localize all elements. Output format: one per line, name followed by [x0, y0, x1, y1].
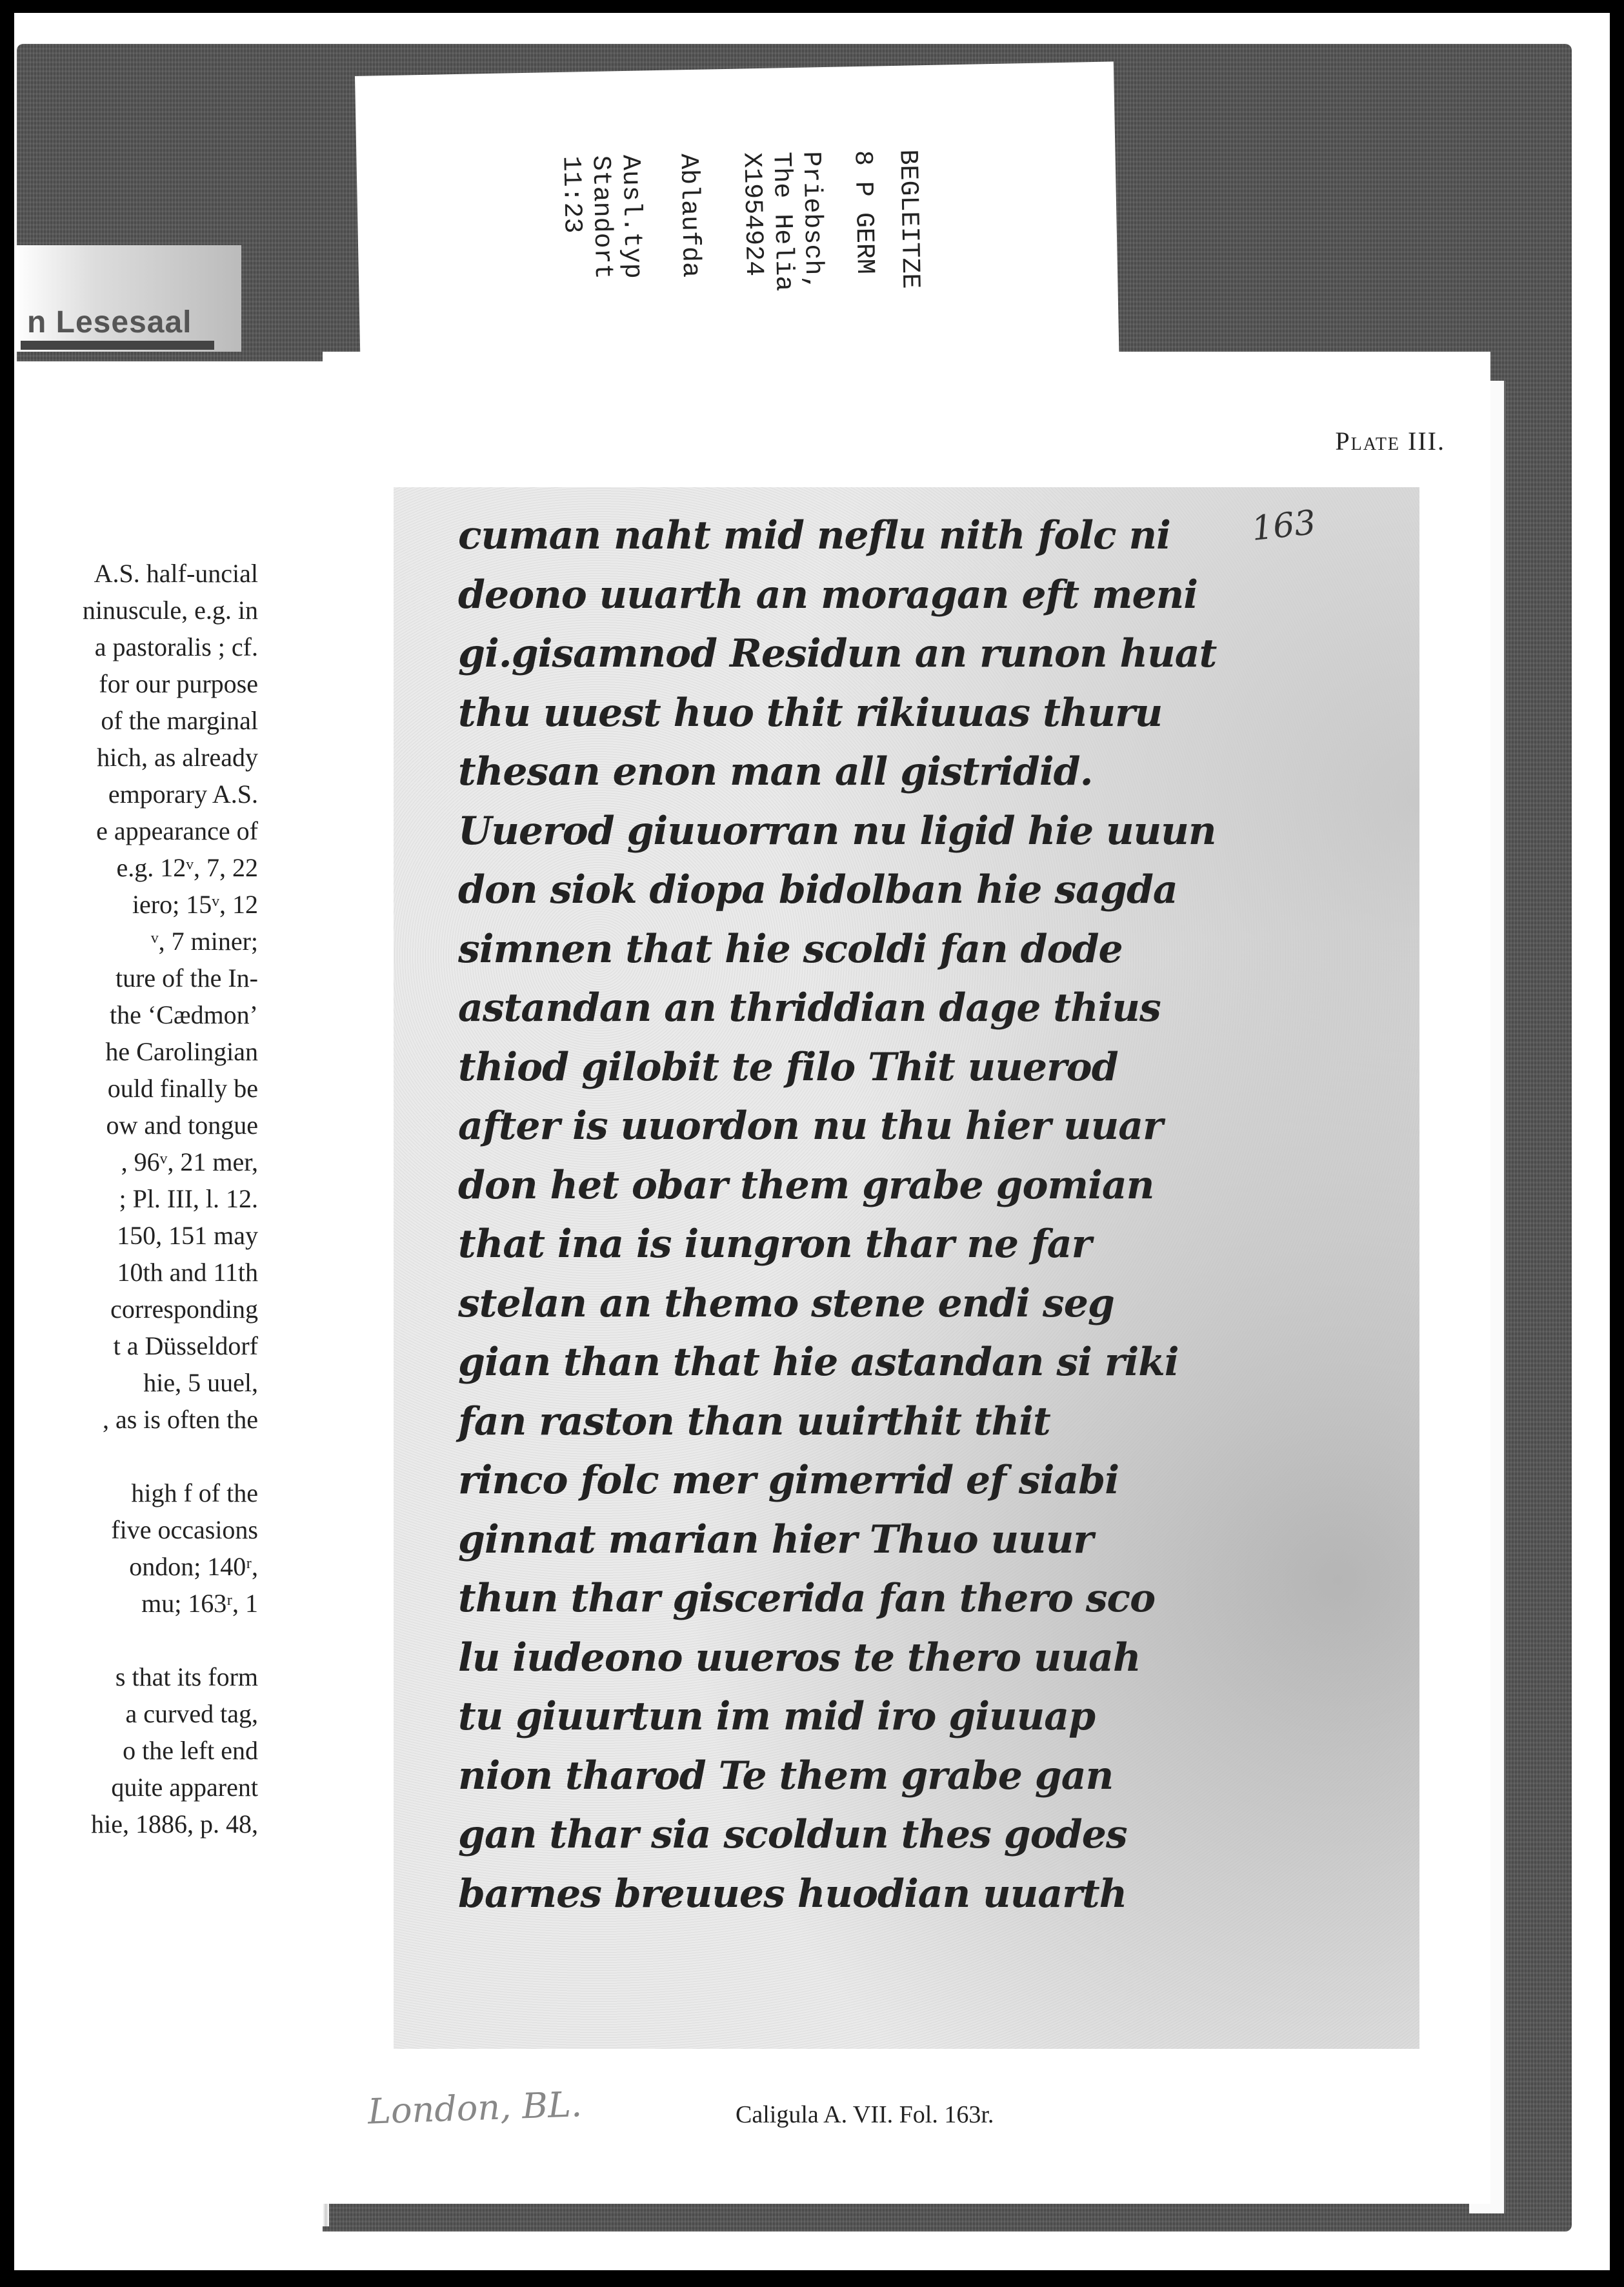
left-page-line: 10th and 11th	[117, 1258, 258, 1287]
left-page-line: high f of the	[131, 1478, 258, 1507]
reading-room-tab	[14, 245, 241, 352]
left-page-line: , as is often the	[102, 1405, 258, 1434]
manuscript-line: rinco folc mer gimerrid ef siabi	[458, 1458, 1119, 1503]
manuscript-line: cuman naht mid neflu nith folc ni	[458, 513, 1170, 558]
manuscript-line: gan thar sia scoldun thes godes	[458, 1812, 1127, 1857]
manuscript-line: after is uuordon nu thu hier uuar	[458, 1103, 1163, 1149]
left-page-line: emporary A.S.	[108, 780, 258, 809]
slip-line: The Helia	[766, 151, 798, 292]
tab-underline	[21, 341, 214, 350]
left-page-line: e.g. 12ᵛ, 7, 22	[116, 853, 258, 882]
reading-room-label: n Lesesaal	[27, 305, 192, 339]
left-page-line: quite apparent	[111, 1773, 258, 1802]
left-page-line: s that its form	[115, 1662, 258, 1691]
slip-line: Standort	[585, 155, 617, 280]
left-page-line: five occasions	[111, 1515, 258, 1544]
left-page-line: hich, as already	[97, 743, 258, 772]
manuscript-line: gi.gisamnod Residun an runon huat	[458, 631, 1217, 676]
left-page-line: a pastoralis ; cf.	[94, 632, 258, 661]
manuscript-line: astandan an thriddian dage thius	[458, 985, 1161, 1031]
scanned-page	[14, 13, 1610, 2270]
slip-line: BEGLEITZE	[892, 149, 925, 290]
manuscript-line: that ina is iungron thar ne far	[458, 1222, 1092, 1267]
left-page-line: 150, 151 may	[117, 1221, 258, 1250]
handwritten-note: London, BL.	[367, 2084, 583, 2132]
manuscript-line: thesan enon man all gistridid.	[458, 749, 1093, 794]
manuscript-line: don siok diopa bidolban hie sagda	[458, 867, 1178, 912]
left-page-line: hie, 1886, p. 48,	[91, 1809, 258, 1839]
manuscript-line: gian than that hie astandan si riki	[458, 1340, 1179, 1385]
left-page-line: ondon; 140ʳ,	[129, 1552, 258, 1581]
left-page-line: a curved tag,	[125, 1699, 258, 1728]
manuscript-line: Uuerod giuuorran nu ligid hie uuun	[458, 808, 1216, 854]
left-page-line: the ‘Cædmon’	[110, 1000, 258, 1029]
left-page-line: ture of the In-	[115, 963, 258, 992]
library-slip	[355, 61, 1119, 379]
slip-line: 11:23	[556, 156, 586, 234]
manuscript-line: lu iudeono uueros te thero uuah	[458, 1635, 1141, 1680]
left-page-line: of the marginal	[101, 706, 258, 735]
left-page-line: corresponding	[110, 1295, 258, 1324]
left-page-line: he Carolingian	[105, 1037, 258, 1066]
manuscript-text	[458, 507, 1265, 1924]
manuscript-line: tu giuurtun im mid iro giuuap	[458, 1694, 1096, 1739]
manuscript-line: thu uuest huo thit rikiuuas thuru	[458, 690, 1163, 736]
manuscript-line: ginnat marian hier Thuo uuur	[458, 1516, 1094, 1562]
plate-caption: Caligula A. VII. Fol. 163r.	[736, 2101, 994, 2128]
left-page-line: A.S. half-uncial	[94, 559, 258, 588]
manuscript-line: thiod gilobit te filo Thit uuerod	[458, 1044, 1118, 1090]
left-page-line: , 96ᵛ, 21 mer,	[121, 1147, 258, 1176]
left-page-line: ould finally be	[107, 1074, 258, 1103]
left-page-line: ow and tongue	[106, 1111, 258, 1140]
right-book-page	[323, 352, 1490, 2204]
left-page-line: t a Düsseldorf	[113, 1331, 258, 1360]
manuscript-line: barnes breuues huodian uuarth	[458, 1871, 1127, 1917]
slip-line: Ablaufda	[673, 153, 705, 278]
left-page-line: ninuscule, e.g. in	[82, 596, 258, 625]
left-page-line: iero; 15ᵛ, 12	[132, 890, 258, 919]
left-page-line: o the left end	[123, 1736, 258, 1765]
slip-line: 8 P GERM	[847, 150, 879, 275]
slip-line: X1954924	[736, 152, 768, 277]
folio-number: 163	[1250, 503, 1318, 549]
manuscript-line: nion tharod Te them grabe gan	[458, 1753, 1114, 1798]
manuscript-line: stelan an themo stene endi seg	[458, 1280, 1114, 1326]
left-book-page	[14, 361, 323, 2233]
slip-line: Ausl.typ	[615, 154, 647, 279]
left-page-line: e appearance of	[96, 816, 258, 845]
manuscript-line: don het obar them grabe gomian	[458, 1162, 1154, 1208]
manuscript-line: fan raston than uuirthit thit	[458, 1398, 1050, 1444]
slip-line: Priebsch,	[796, 151, 828, 291]
left-page-line: hie, 5 uuel,	[143, 1368, 258, 1397]
left-page-line: mu; 163ʳ, 1	[141, 1589, 258, 1618]
left-page-line: ; Pl. III, l. 12.	[119, 1184, 258, 1213]
manuscript-line: thun thar giscerida fan thero sco	[458, 1576, 1156, 1621]
manuscript-line: deono uuarth an moragan eft meni	[458, 572, 1198, 618]
plate-title: Plate III.	[1335, 427, 1445, 456]
left-page-line: for our purpose	[99, 669, 258, 698]
manuscript-facsimile	[394, 487, 1419, 2049]
manuscript-line: simnen that hie scoldi fan dode	[458, 926, 1123, 972]
left-page-line: ᵛ, 7 miner;	[150, 927, 258, 956]
